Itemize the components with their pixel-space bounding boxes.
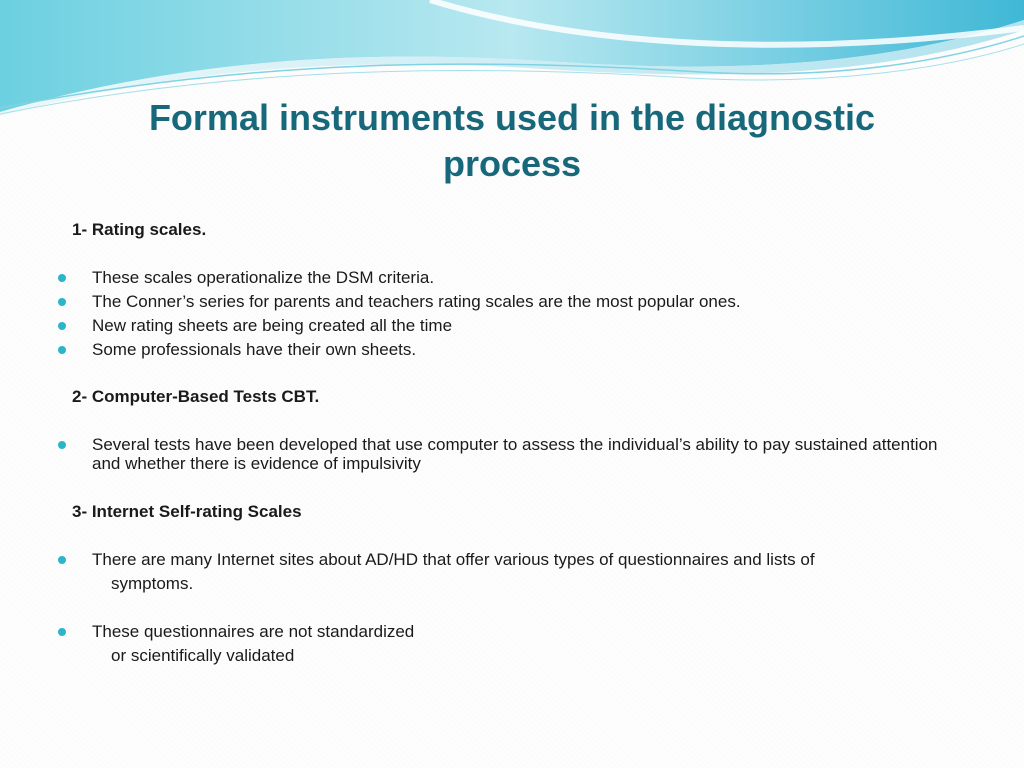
- bullet-dot: [58, 628, 66, 636]
- slide-title-line1: Formal instruments used in the diagnostic: [148, 97, 876, 138]
- list-item-text: The Conner’s series for parents and teachers rating scales are the most popular ones.: [92, 292, 741, 311]
- slide-title-line2: process: [442, 143, 582, 184]
- bullet-dot: [58, 298, 66, 306]
- list-item-text: Several tests have been developed that use computer to assess the individual’s ability to pay sustained attention and whether there is evidence of impulsivity: [92, 435, 938, 473]
- slide-title: [40, 95, 984, 187]
- bullet-dot: [58, 556, 66, 564]
- bullet-dot: [58, 274, 66, 282]
- list-item-text: New rating sheets are being created all the time: [92, 316, 453, 335]
- list-item-text: These scales operationalize the DSM criteria.: [92, 268, 435, 287]
- list-item-text: [92, 622, 952, 666]
- list-item-line: or scientifically validated: [111, 646, 295, 665]
- section-heading-computer-based-tests: 2- Computer-Based Tests CBT.: [72, 387, 320, 406]
- section-heading-rating-scales: 1- Rating scales.: [72, 220, 207, 239]
- bullet-dot: [58, 441, 66, 449]
- list-item-line: symptoms.: [111, 574, 194, 593]
- list-item-line: There are many Internet sites about AD/HD that offer various types of questionnaires and lists of: [92, 550, 815, 569]
- bullet-dot: [58, 346, 66, 354]
- list-item-text: Some professionals have their own sheets.: [92, 340, 417, 359]
- list-item-line: These questionnaires are not standardized: [92, 622, 415, 641]
- list-item-text: [92, 550, 952, 594]
- section-heading-internet-self-rating: 3- Internet Self-rating Scales: [72, 502, 302, 521]
- bullet-dot: [58, 322, 66, 330]
